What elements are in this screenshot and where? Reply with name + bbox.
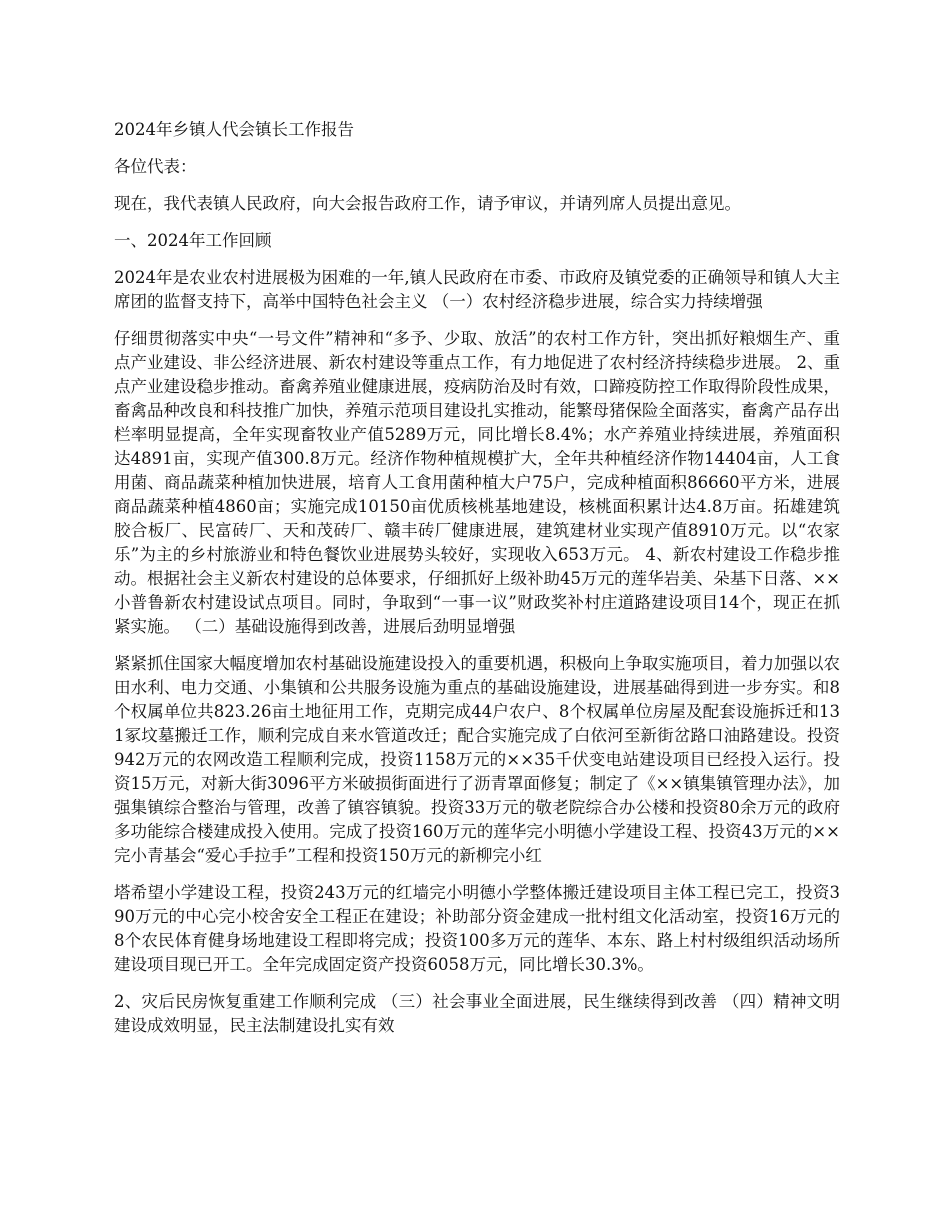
intro-paragraph: 现在，我代表镇人民政府，向大会报告政府工作，请予审议，并请列席人员提出意见。 bbox=[114, 194, 741, 213]
paragraph-4: 塔希望小学建设工程，投资243万元的红墙完小明德小学整体搬迁建设项目主体工程已完工，投资390万元的中心完小校舍安全工程正在建设；补助部分资金建成一批村组文化活动室，投资16万元的8个农民体育健身场地建设工程即将完成；投资100多万元的莲华、本东、路上村村级组织活动场所建设项目现已开工。全年完成固定资产投资6058万元，同比增长30.3%。 bbox=[114, 883, 840, 974]
document-title: 2024年乡镇人代会镇长工作报告 bbox=[114, 120, 354, 139]
paragraph-3: 紧紧抓住国家大幅度增加农村基础设施建设投入的重要机遇，积极向上争取实施项目，着力加强以农田水利、电力交通、小集镇和公共服务设施为重点的基础设施建设，进展基础得到进一步夯实。和8个权属单位共823.26亩土地征用工作，克期完成44户农户、8个权属单位房屋及配套设施拆迁和131冢坟墓搬迁工作，顺利完成自来水管道改迁；配合实施完成了白依河至新街岔路口油路建设。投资942万元的农网改造工程顺利完成，投资1158万元的××35千伏变电站建设项目已经投入运行。投资15万元，对新大街3096平方米破损街面进行了沥青罩面修复；制定了《××镇集镇管理办法》，加强集镇综合整治与管理，改善了镇容镇貌。投资33万元的敬老院综合办公楼和投资80余万元的政府多功能综合楼建成投入使用。完成了投资160万元的莲华完小明德小学建设工程、投资43万元的××完小青基会“爱心手拉手”工程和投资150万元的新柳完小红 bbox=[114, 654, 840, 865]
paragraph-1: 2024年是农业农村进展极为困难的一年,镇人民政府在市委、市政府及镇党委的正确领导和镇人大主席团的监督支持下，高举中国特色社会主义 （一）农村经济稳步进展，综合实力持续增强 bbox=[114, 268, 840, 311]
paragraph-2: 仔细贯彻落实中央“一号文件”精神和“多予、少取、放活”的农村工作方针，突出抓好粮烟生产、重点产业建设、非公经济进展、新农村建设等重点工作，有力地促进了农村经济持续稳步进展。 2、重点产业建设稳步推动。畜禽养殖业健康进展，疫病防治及时有效，口蹄疫防控工作取得阶段性成果，畜禽品种改良和科技推广加快，养殖示范项目建设扎实推动，能繁母猪保险全面落实，畜禽产品存出栏率明显提高，全年实现畜牧业产值5289万元，同比增长8.4%；水产养殖业持续进展，养殖面积达4891亩，实现产值300.8万元。经济作物种植规模扩大，全年共种植经济作物14404亩，人工食用菌、商品蔬菜种植加快进展，培育人工食用菌种植大户75户，完成种植面积86660平方米，进展商品蔬菜种植4860亩；实施完成10150亩优质核桃基地建设，核桃面积累计达4.8万亩。拓雄建筑胶合板厂、民富砖厂、天和茂砖厂、赣丰砖厂健康进展，建筑建材业实现产值8910万元。以“农家乐”为主的乡村旅游业和特色餐饮业进展势头较好，实现收入653万元。 4、新农村建设工作稳步推动。根据社会主义新农村建设的总体要求，仔细抓好上级补助45万元的莲华岩美、朵基下日落、××小普鲁新农村建设试点项目。同时，争取到“一事一议”财政奖补村庄道路建设项目14个，现正在抓紧实施。 （二）基础设施得到改善，进展后劲明显增强 bbox=[114, 329, 840, 636]
document-page bbox=[114, 118, 840, 1051]
section-heading: 一、2024年工作回顾 bbox=[114, 231, 272, 250]
paragraph-5: 2、灾后民房恢复重建工作顺利完成 （三）社会事业全面进展，民生继续得到改善 （四）精神文明建设成效明显，民主法制建设扎实有效 bbox=[114, 992, 840, 1035]
salutation: 各位代表： bbox=[114, 157, 197, 176]
